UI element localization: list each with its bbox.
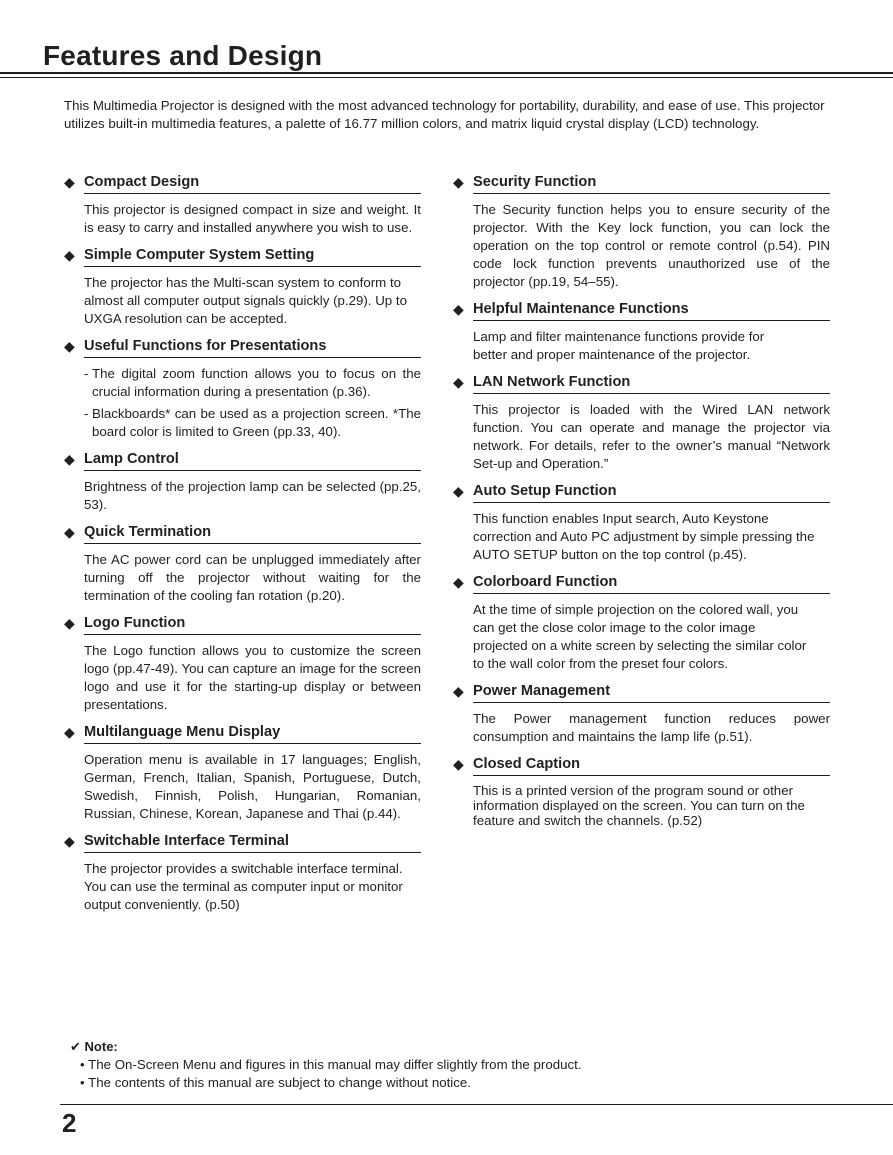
diamond-bullet-icon: ◆ — [64, 615, 75, 631]
section-lan-network — [453, 370, 830, 473]
section-helpful-maintenance — [453, 297, 830, 364]
section-body: This is a printed version of the program sound or other information displayed on the screen. You can turn on the feature and switch the channels. (p.52) — [473, 783, 805, 828]
checkmark-icon: ✔ — [70, 1039, 81, 1054]
section-title: Power Management — [473, 683, 611, 699]
note-item: • The contents of this manual are subject to change without notice. — [80, 1075, 471, 1090]
left-column — [64, 170, 421, 920]
section-title: LAN Network Function — [473, 374, 631, 390]
list-item: - Blackboards* can be used as a projection screen. *The board color is limited to Green (pp.33, 40). — [84, 406, 421, 439]
section-compact-design — [64, 170, 421, 237]
section-simple-computer-system-setting — [64, 243, 421, 328]
section-closed-caption — [453, 752, 830, 828]
section-body: This projector is loaded with the Wired LAN network function. You can operate and manage the projector via network. For details, refer to the owner’s manual “Network Set-up and Operation.” — [473, 402, 830, 471]
diamond-bullet-icon: ◆ — [64, 247, 75, 263]
section-multilanguage-menu — [64, 720, 421, 823]
title-rule — [0, 72, 893, 74]
section-body: This projector is designed compact in size and weight. It is easy to carry and installed anywhere you wish to use. — [84, 202, 421, 235]
diamond-bullet-icon: ◆ — [64, 174, 75, 190]
section-body: Brightness of the projection lamp can be selected (pp.25, 53). — [84, 479, 421, 512]
right-column — [453, 170, 830, 834]
footer-rule — [60, 1104, 893, 1105]
note-item: • The On-Screen Menu and figures in this manual may differ slightly from the product. — [80, 1057, 582, 1072]
section-body: Operation menu is available in 17 languages; English, German, French, Italian, Spanish, Portuguese, Dutch, Swedish, Finnish, Polish, Hungarian, Romanian, Russian, Chinese, Korean, Japanese and Thai (p.44). — [84, 752, 421, 821]
diamond-bullet-icon: ◆ — [64, 724, 75, 740]
section-body: The projector provides a switchable interface terminal. You can use the terminal as computer input or monitor output conveniently. (p.50) — [84, 861, 403, 912]
diamond-bullet-icon: ◆ — [453, 174, 464, 190]
section-title: Multilanguage Menu Display — [84, 724, 281, 740]
section-title: Closed Caption — [473, 756, 581, 772]
diamond-bullet-icon: ◆ — [453, 574, 464, 590]
section-title: Useful Functions for Presentations — [84, 338, 327, 354]
diamond-bullet-icon: ◆ — [64, 338, 75, 354]
section-title: Logo Function — [84, 615, 186, 631]
section-body: This function enables Input search, Auto Keystone correction and Auto PC adjustment by simple pressing the AUTO SETUP button on the top control (p.45). — [473, 511, 815, 562]
section-switchable-interface — [64, 829, 421, 914]
section-logo-function — [64, 611, 421, 714]
section-body: At the time of simple projection on the colored wall, you can get the close color image to the color image projected on a white screen by selecting the similar color to the wall color from the preset four colors. — [473, 602, 807, 671]
section-title: Colorboard Function — [473, 574, 618, 590]
section-body: The projector has the Multi-scan system to conform to almost all computer output signals quickly (p.29). Up to UXGA resolution can be accepted. — [84, 275, 407, 326]
diamond-bullet-icon: ◆ — [453, 483, 464, 499]
list-item: - The digital zoom function allows you to focus on the crucial information during a presentation (p.36). — [84, 366, 421, 399]
diamond-bullet-icon: ◆ — [453, 301, 464, 317]
section-body: The Security function helps you to ensure security of the projector. With the Key lock function, you can lock the operation on the top control or remote control (p.54). PIN code lock function prevents unauthorized use of the projector (pp.19, 54–55). — [473, 202, 830, 289]
section-body: The Logo function allows you to customize the screen logo (pp.47-49). You can capture an image for the screen logo and use it for the starting-up display or between presentations. — [84, 643, 421, 712]
note-box — [70, 1038, 850, 1092]
page-number: 2 — [62, 1108, 77, 1138]
section-security-function — [453, 170, 830, 291]
section-title: Helpful Maintenance Functions — [473, 301, 689, 317]
diamond-bullet-icon: ◆ — [64, 524, 75, 540]
diamond-bullet-icon: ◆ — [453, 756, 464, 772]
section-title: Compact Design — [84, 174, 200, 190]
section-title: Auto Setup Function — [473, 483, 617, 499]
section-body — [84, 358, 421, 441]
section-title: Simple Computer System Setting — [84, 247, 315, 263]
section-body: The AC power cord can be unplugged immediately after turning off the projector without waiting for the termination of the cooling fan rotation (p.20). — [84, 552, 421, 603]
diamond-bullet-icon: ◆ — [64, 451, 75, 467]
section-title: Switchable Interface Terminal — [84, 833, 289, 849]
section-power-management — [453, 679, 830, 746]
section-useful-functions — [64, 334, 421, 441]
diamond-bullet-icon: ◆ — [453, 374, 464, 390]
section-title: Security Function — [473, 174, 597, 190]
page-title: Features and Design — [43, 40, 323, 71]
section-lamp-control — [64, 447, 421, 514]
diamond-bullet-icon: ◆ — [64, 833, 75, 849]
section-quick-termination — [64, 520, 421, 605]
diamond-bullet-icon: ◆ — [453, 683, 464, 699]
intro-paragraph: This Multimedia Projector is designed with the most advanced technology for portability, durability, and ease of use. This projector utilizes built-in multimedia features, a palette of 16.77 million colors, and matrix liquid crystal display (LCD) technology. — [64, 98, 825, 131]
section-body: Lamp and filter maintenance functions provide for better and proper maintenance of the projector. — [473, 329, 765, 362]
section-title: Lamp Control — [84, 451, 179, 467]
title-rule-thin — [0, 77, 893, 78]
section-auto-setup — [453, 479, 830, 564]
section-body: The Power management function reduces power consumption and maintains the lamp life (p.51). — [473, 711, 830, 744]
note-heading: ✔ Note: — [70, 1039, 118, 1054]
section-colorboard — [453, 570, 830, 673]
section-title: Quick Termination — [84, 524, 212, 540]
